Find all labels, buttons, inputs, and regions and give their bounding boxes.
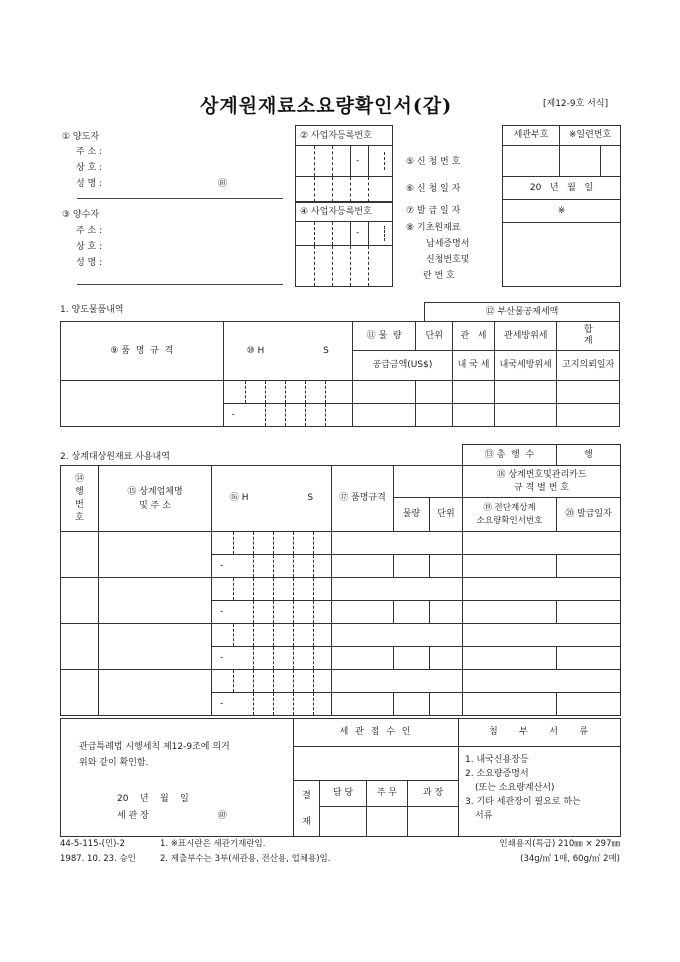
issue-date-header: ⑳ 발급일자 [557, 498, 621, 532]
transferee-divider [77, 284, 283, 285]
hs-dash: - [220, 698, 224, 709]
supply-amount-field[interactable] [352, 404, 416, 427]
row-number-field[interactable] [61, 624, 99, 670]
company-field[interactable] [99, 578, 212, 624]
notice-date-field[interactable] [557, 404, 620, 427]
customs-duty-field[interactable] [453, 381, 495, 404]
spec-sub-field[interactable] [332, 693, 394, 716]
prev-cert-field[interactable] [463, 555, 557, 578]
row-number-field[interactable] [61, 532, 99, 578]
customs-box [502, 125, 621, 287]
serial-number-label: ※일련번호 [560, 126, 621, 146]
total-rows-label: ⑬ 총 행 수 [463, 445, 557, 466]
item-spec-header: ⑨ 품 명 규 격 [61, 322, 224, 381]
total-rows-box [462, 444, 621, 466]
section-chief-sign-field[interactable] [408, 807, 459, 837]
column-number-label: 란 번 호 [423, 271, 455, 281]
quantity-field[interactable] [394, 601, 430, 624]
company-field[interactable] [99, 532, 212, 578]
paper-spec-2: (34g/㎡ 1매, 60g/㎡ 2매) [520, 854, 620, 864]
issue-date-label: ⑦ 발 급 일 자 [406, 206, 461, 216]
company-field[interactable] [99, 670, 212, 716]
hs-dash: - [220, 560, 224, 571]
domestic-defense-tax-header: 내국세방위세 [495, 351, 557, 381]
transferee-registration-box [295, 201, 393, 287]
approval-label [294, 781, 320, 837]
spec-sub-field[interactable] [332, 647, 394, 670]
section-chief-header: 과 장 [408, 781, 459, 807]
quantity-field[interactable] [352, 381, 416, 404]
staff-header: 담 당 [320, 781, 367, 807]
total-field[interactable] [557, 381, 620, 404]
transferee-heading: ③ 양수자 [62, 210, 100, 220]
prev-cert-field[interactable] [463, 601, 557, 624]
byproduct-header: ⑫ 부산물공제세액 [425, 303, 620, 322]
customs-receipt-stamp-area[interactable] [294, 747, 459, 781]
hs-s-label-2: S [307, 493, 314, 503]
section1-title: 1. 양도물품내역 [60, 305, 124, 315]
unit-field[interactable] [430, 555, 463, 578]
domestic-defense-field[interactable] [495, 404, 557, 427]
customs-chief-seal: ㊞ [217, 811, 227, 821]
tax-certificate-label: 납세증명서 [426, 239, 470, 249]
offset-number-field[interactable] [463, 578, 621, 601]
unit-field[interactable] [430, 601, 463, 624]
prev-cert-field[interactable] [463, 693, 557, 716]
attachments-list [459, 747, 621, 837]
customs-code-label: 세관부호 [503, 126, 560, 146]
attachment-item: 1. 내국신용장등 [465, 755, 529, 765]
transferee-address-label: 주 소 : [76, 226, 103, 236]
unit-header-2: 단위 [430, 498, 463, 532]
spec-header: ⑰ 품명규격 [332, 466, 394, 532]
serial-number-field-2[interactable] [601, 146, 621, 177]
company-header: ⑮ 상계업체명 및 주 소 [99, 466, 212, 532]
hs-code-field-top[interactable] [223, 381, 352, 404]
transferor-seal: ㊞ [218, 179, 228, 189]
transferee-reg-label: ④ 사업자등록번호 [296, 202, 392, 222]
quantity-field[interactable] [394, 693, 430, 716]
reg-dash: - [356, 228, 360, 238]
hs-dash: - [220, 606, 224, 617]
application-date-field[interactable]: 20 년 월 일 [503, 177, 621, 200]
chief-clerk-header: 주 무 [367, 781, 408, 807]
issue-date-field[interactable] [557, 601, 621, 624]
spec-field[interactable] [332, 670, 463, 693]
attachment-item: 3. 기타 세관장이 필요로 하는 [465, 797, 581, 807]
unit-field[interactable] [430, 693, 463, 716]
prev-cert-header: ⑲ 전단계상계 소요량확인서번호 [463, 498, 557, 532]
transferor-divider [77, 198, 283, 199]
hs-code-field-bottom[interactable] [212, 647, 332, 670]
application-number-and-label: 신청번호및 [426, 255, 470, 265]
transferee-company-label: 상 호 : [76, 242, 103, 252]
issue-date-field[interactable] [557, 647, 621, 670]
approval-label-1: 결 [302, 790, 311, 801]
offset-number-field[interactable] [463, 532, 621, 555]
blank-header [394, 466, 463, 498]
hs-code-field-top[interactable] [212, 578, 332, 601]
transferor-address-label: 주 소 : [76, 147, 103, 157]
row-number-field[interactable] [61, 578, 99, 624]
transferor-company-label: 상 호 : [76, 163, 103, 173]
offset-number-field[interactable] [463, 624, 621, 647]
domestic-tax-field[interactable] [453, 404, 495, 427]
application-date-label: ⑥ 신 청 일 자 [406, 184, 461, 194]
issue-date-field[interactable] [557, 693, 621, 716]
approval-label-2: 재 [302, 816, 311, 827]
hs-header [223, 322, 352, 381]
hs-code-field-bottom[interactable] [212, 601, 332, 624]
footer-note-2: 2. 제출부수는 3부(세관용, 전산용, 업체용)임. [160, 854, 331, 864]
confirmation-date: 20 년 월 일 [117, 794, 189, 804]
spec-field[interactable] [332, 624, 463, 647]
customs-defense-tax-header: 관세방위세 [495, 322, 557, 351]
confirmation-text-2: 위와 같이 확인함. [79, 758, 149, 768]
offset-number-header: ⑱ 상계번호및관리카드 규 격 별 번 호 [463, 466, 621, 498]
quantity-header-2: 물량 [394, 498, 430, 532]
attachment-item: (또는 소요량계산서) [475, 783, 555, 793]
transferor-heading: ① 양도자 [62, 132, 100, 142]
row-number-header: ⑭ 행 번 호 [61, 466, 99, 532]
hs-code-field-bottom[interactable] [212, 555, 332, 578]
hs-header-2 [212, 466, 332, 532]
basic-material-label: ⑧ 기초원재료 [406, 223, 461, 233]
approval-date: 1987. 10. 23. 승인 [60, 854, 136, 864]
row-number-field[interactable] [61, 670, 99, 716]
customs-receipt-header: 세 관 접 수 인 [294, 719, 459, 747]
spec-field[interactable] [332, 532, 463, 555]
total-rows-field[interactable]: 행 [557, 445, 621, 466]
hs-code-field-top[interactable] [212, 670, 332, 693]
hs-code-field-top[interactable] [212, 532, 332, 555]
hs-h-label-2: ⑯ H [229, 493, 249, 503]
company-field[interactable] [99, 624, 212, 670]
transferee-name-label: 성 명 : [76, 258, 103, 268]
offset-number-field[interactable] [463, 670, 621, 693]
spec-field[interactable] [332, 578, 463, 601]
transferor-reg-label: ② 사업자등록번호 [296, 126, 392, 146]
spec-sub-field[interactable] [332, 601, 394, 624]
transferor-name-label: 성 명 : [76, 179, 103, 189]
confirmation-box [61, 719, 294, 837]
chief-clerk-sign-field[interactable] [367, 807, 408, 837]
customs-code-field[interactable] [503, 146, 560, 177]
confirmation-table [60, 718, 621, 837]
unit-header: 단위 [416, 322, 453, 351]
reg-dash: - [356, 156, 360, 166]
form-number: [제12-9호 서식] [543, 99, 609, 109]
staff-sign-field[interactable] [320, 807, 367, 837]
attachments-header: 첨 부 서 류 [459, 719, 621, 747]
hs-code-field-top[interactable] [212, 624, 332, 647]
spec-sub-field[interactable] [332, 555, 394, 578]
footer-note-1: 1. ※표시란은 세관기재란임. [160, 839, 266, 849]
hs-dash: - [220, 652, 224, 663]
section1-table [60, 321, 620, 427]
notice-date-header: 고지의뢰일자 [557, 351, 620, 381]
attachment-item: 2. 소요량증명서 [465, 769, 529, 779]
hs-dash: - [231, 409, 235, 420]
total-header: 합 계 [557, 322, 620, 351]
unit-field-2[interactable] [416, 404, 453, 427]
issue-date-field[interactable]: ※ [503, 200, 621, 223]
supply-amount-header: 공급금액(US$) [352, 351, 452, 381]
transferor-registration-box [295, 125, 393, 203]
hs-code-field-bottom[interactable] [223, 404, 352, 427]
paper-spec-1: 인쇄용지(특급) 210㎜ × 297㎜ [499, 839, 620, 849]
customs-chief-label: 세 관 장 [117, 811, 149, 821]
quantity-field[interactable] [394, 647, 430, 670]
section2-table [60, 465, 621, 716]
byproduct-header-box [424, 302, 620, 322]
section2-title: 2. 상계대상원재료 사용내역 [60, 452, 170, 462]
serial-number-field-1[interactable] [560, 146, 601, 177]
application-number-label: ⑤ 신 청 번 호 [406, 157, 461, 167]
hs-h-label: ⑩ H [246, 345, 265, 356]
form-title: 상계원재료소요량확인서(갑) [200, 95, 453, 117]
quantity-header: ⑪ 물 량 [352, 322, 416, 351]
item-spec-field[interactable] [61, 381, 224, 427]
domestic-tax-header: 내 국 세 [453, 351, 495, 381]
hs-code-field-bottom[interactable] [212, 693, 332, 716]
hs-s-label: S [323, 345, 329, 356]
prev-cert-field[interactable] [463, 647, 557, 670]
unit-field[interactable] [416, 381, 453, 404]
attachment-item: 서류 [475, 811, 493, 821]
issue-date-field[interactable] [557, 555, 621, 578]
customs-defense-field[interactable] [495, 381, 557, 404]
confirmation-text-1: 관급특례법 시행세칙 제12-9조에 의거 [79, 742, 230, 752]
basic-material-field[interactable] [503, 223, 621, 287]
customs-duty-header: 관 세 [453, 322, 495, 351]
unit-field[interactable] [430, 647, 463, 670]
form-code: 44-5-115-(민)-2 [60, 839, 125, 849]
quantity-field[interactable] [394, 555, 430, 578]
